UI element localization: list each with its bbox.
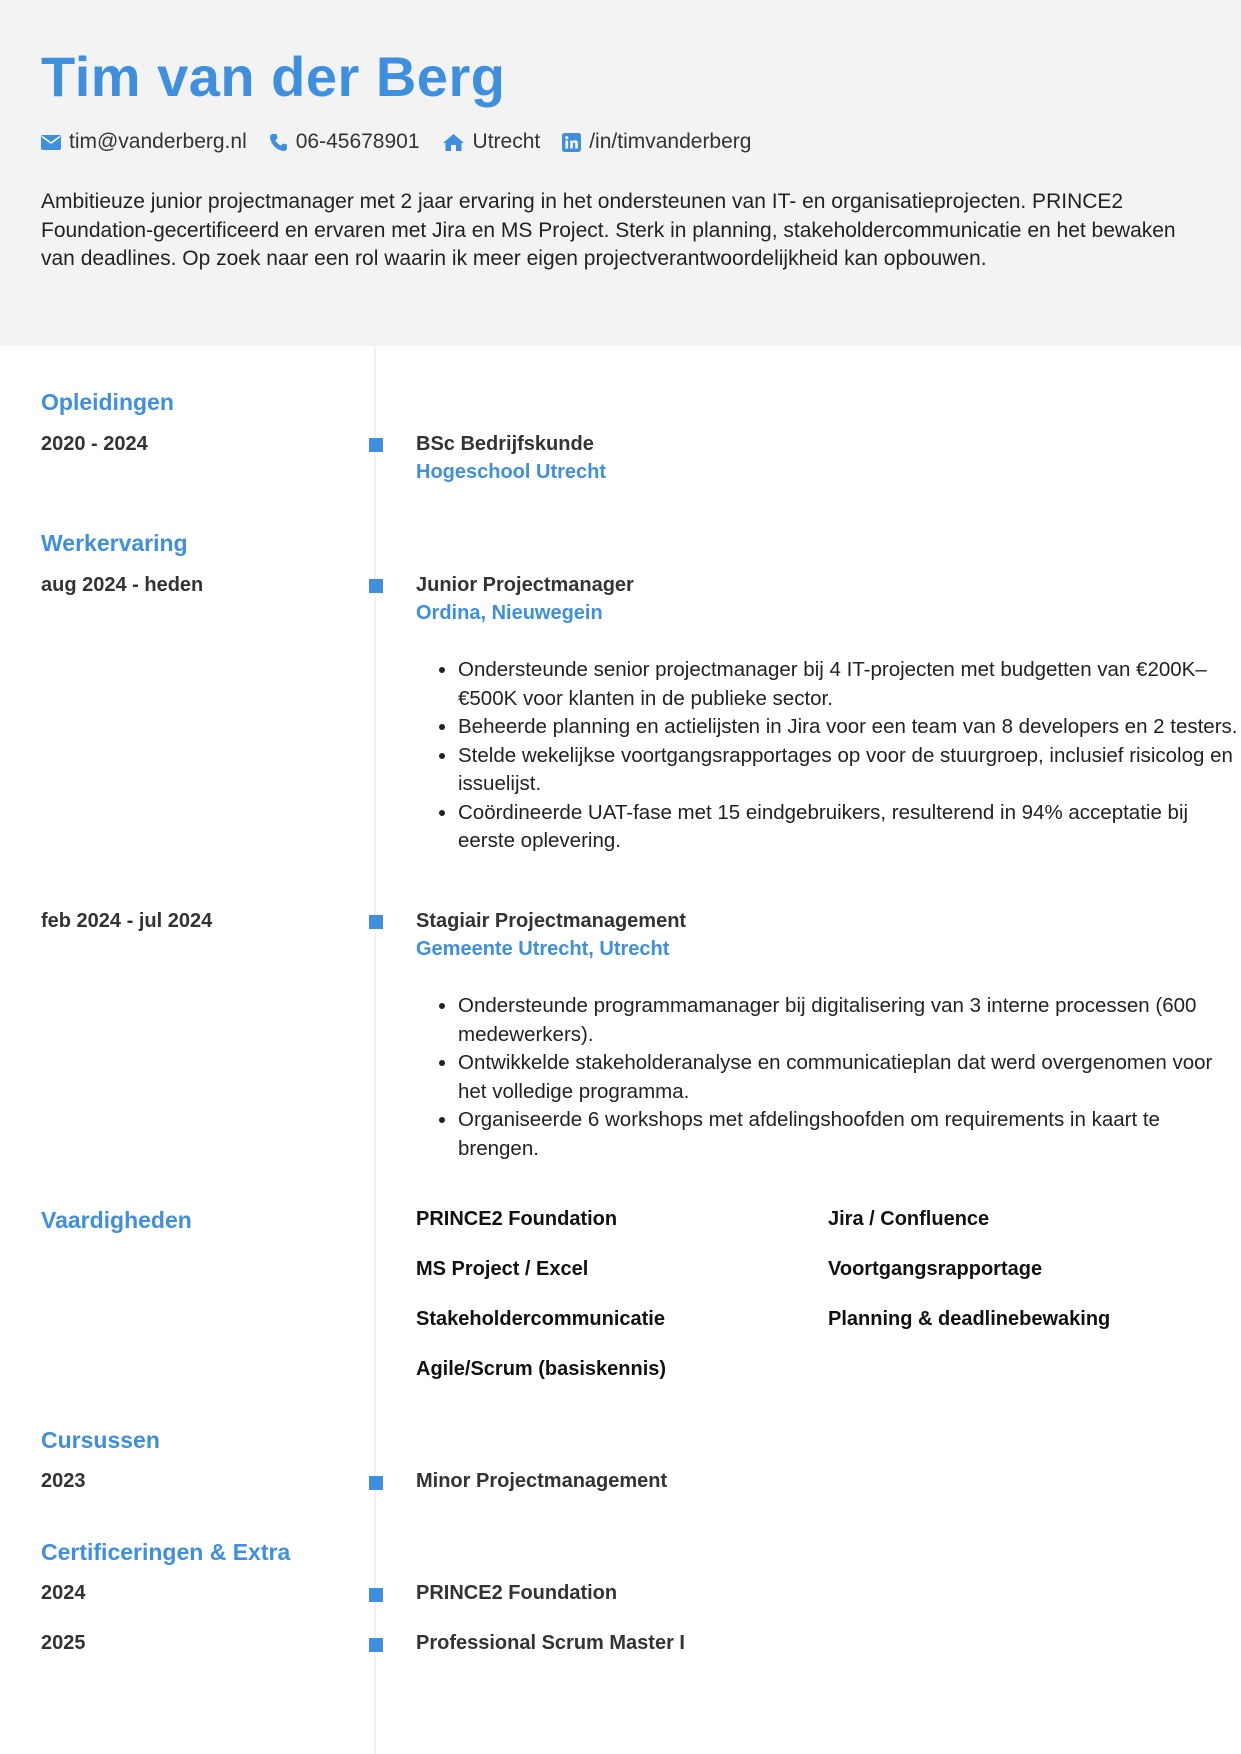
phone-text: 06-45678901 bbox=[295, 130, 420, 153]
profile-summary: Ambitieuze junior projectmanager met 2 jaar ervaring in het ondersteunen van IT- en organisatieprojecten. PRINCE2 Foundation-gecertificeerd en ervaren met Jira en MS Project. Sterk in planning, stakeholdercommunicatie en het bewaken van deadlines. Op zoek naar een rol waarin ik meer eigen projectverantwoordelijkheid kan opbouwen. bbox=[41, 190, 1176, 270]
contact-location bbox=[442, 130, 541, 154]
email-text: tim@vanderberg.nl bbox=[69, 130, 247, 153]
section-title-certifications: Certificeringen & Extra bbox=[41, 1539, 291, 1565]
envelope-icon bbox=[41, 135, 61, 150]
certification-name: PRINCE2 Foundation bbox=[416, 1582, 618, 1604]
candidate-name: Tim van der Berg bbox=[41, 45, 506, 108]
experience-date: feb 2024 - jul 2024 bbox=[41, 910, 213, 932]
timeline-marker bbox=[369, 915, 383, 929]
experience-bullet: • Organiseerde 6 workshops met afdelingshoofden om requirements in kaart te brengen. bbox=[458, 1106, 1238, 1163]
section-title-courses: Cursussen bbox=[41, 1427, 160, 1453]
skill-item: PRINCE2 Foundation bbox=[416, 1208, 618, 1230]
phone-icon bbox=[269, 133, 288, 152]
timeline-marker bbox=[369, 1638, 383, 1652]
experience-bullet: • Stelde wekelijkse voortgangsrapportages op voor de stuurgroep, inclusief risicolog en issuelijst. bbox=[458, 742, 1238, 799]
location-text: Utrecht bbox=[472, 130, 541, 153]
certification-date: 2024 bbox=[41, 1582, 86, 1604]
timeline-marker bbox=[369, 438, 383, 452]
education-date: 2020 - 2024 bbox=[41, 433, 148, 455]
home-icon bbox=[442, 133, 465, 152]
skill-item: Stakeholdercommunicatie bbox=[416, 1308, 665, 1330]
course-date: 2023 bbox=[41, 1470, 86, 1492]
contact-linkedin[interactable] bbox=[562, 130, 751, 154]
timeline-marker bbox=[369, 579, 383, 593]
skill-item: Jira / Confluence bbox=[828, 1208, 990, 1230]
contact-email[interactable] bbox=[41, 130, 247, 154]
experience-company: Gemeente Utrecht, Utrecht bbox=[416, 938, 670, 960]
section-title-education: Opleidingen bbox=[41, 389, 174, 415]
experience-bullets bbox=[416, 992, 1238, 1163]
education-degree: BSc Bedrijfskunde bbox=[416, 433, 594, 455]
experience-bullet: • Ontwikkelde stakeholderanalyse en communicatieplan dat werd overgenomen voor het volledige programma. bbox=[458, 1049, 1238, 1106]
contact-phone[interactable] bbox=[269, 130, 420, 154]
skill-item: MS Project / Excel bbox=[416, 1258, 589, 1280]
education-school: Hogeschool Utrecht bbox=[416, 461, 607, 483]
experience-company: Ordina, Nieuwegein bbox=[416, 602, 603, 624]
experience-bullet: • Ondersteunde programmamanager bij digitalisering van 3 interne processen (600 medewerkers). bbox=[458, 992, 1238, 1049]
course-name: Minor Projectmanagement bbox=[416, 1470, 668, 1492]
contact-bar bbox=[41, 128, 751, 156]
certification-date: 2025 bbox=[41, 1632, 86, 1654]
linkedin-icon bbox=[562, 133, 581, 152]
timeline-divider bbox=[374, 346, 376, 1754]
experience-bullet: • Beheerde planning en actielijsten in Jira voor een team van 8 developers en 2 testers. bbox=[458, 713, 1238, 742]
section-title-experience: Werkervaring bbox=[41, 530, 188, 556]
skill-item: Agile/Scrum (basiskennis) bbox=[416, 1358, 667, 1380]
experience-bullets bbox=[416, 656, 1238, 856]
timeline-marker bbox=[369, 1476, 383, 1490]
linkedin-text: /in/timvanderberg bbox=[589, 130, 752, 153]
skill-item: Voortgangsrapportage bbox=[828, 1258, 1043, 1280]
experience-bullet: • Coördineerde UAT-fase met 15 eindgebruikers, resulterend in 94% acceptatie bij eerste oplevering. bbox=[458, 799, 1238, 856]
experience-role: Junior Projectmanager bbox=[416, 574, 634, 596]
certification-name: Professional Scrum Master I bbox=[416, 1632, 685, 1654]
experience-bullet: • Ondersteunde senior projectmanager bij 4 IT-projecten met budgetten van €200K–€500K voor klanten in de publieke sector. bbox=[458, 656, 1238, 713]
timeline-marker bbox=[369, 1588, 383, 1602]
section-title-skills: Vaardigheden bbox=[41, 1207, 192, 1233]
experience-role: Stagiair Projectmanagement bbox=[416, 910, 687, 932]
skill-item: Planning & deadlinebewaking bbox=[828, 1308, 1111, 1330]
header bbox=[0, 0, 1241, 346]
experience-date: aug 2024 - heden bbox=[41, 574, 204, 596]
